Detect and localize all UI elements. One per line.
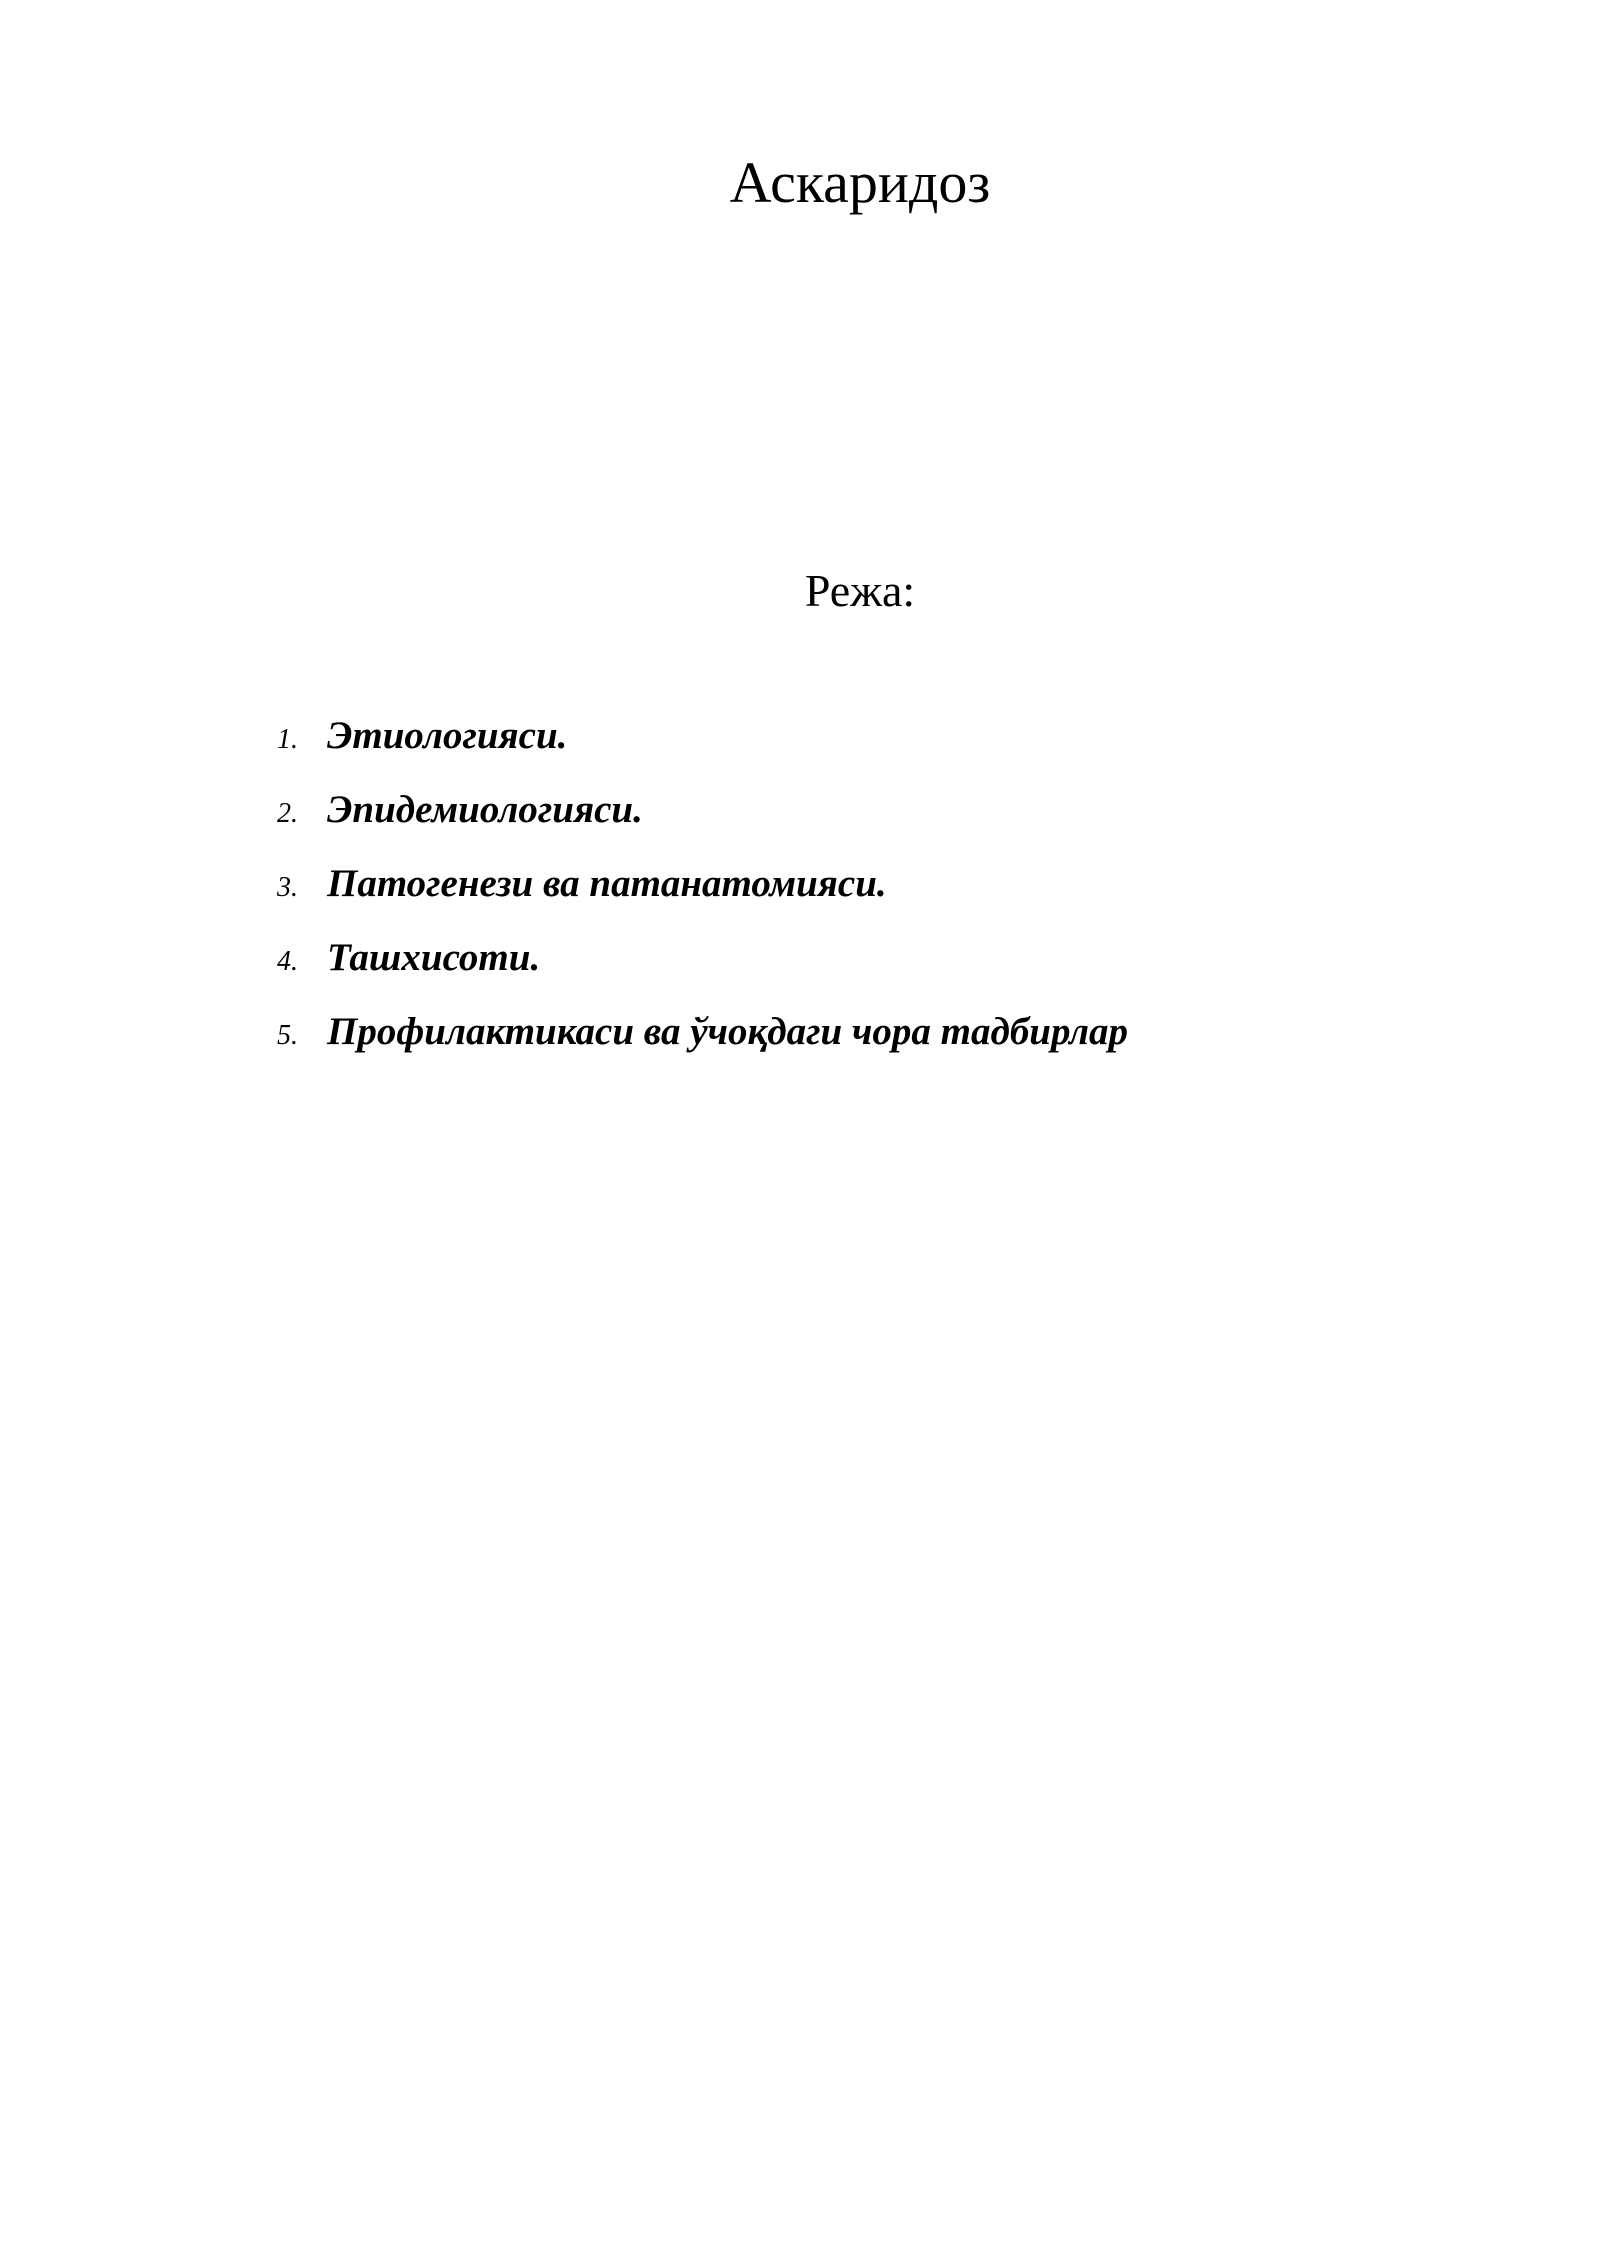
plan-item-number: 2. <box>277 798 298 829</box>
plan-heading: Режа: <box>804 565 916 616</box>
plan-list <box>277 713 1477 1083</box>
document-title: Аскаридоз <box>729 150 991 215</box>
plan-item-text: Ташхисоти. <box>327 936 541 979</box>
plan-list-item <box>277 787 1477 861</box>
plan-item-number: 1. <box>277 724 298 755</box>
plan-list-item <box>277 1009 1477 1083</box>
plan-item-number: 5. <box>277 1020 298 1051</box>
plan-item-text: Профилактикаси ва ўчоқдаги чора тадбирлар <box>327 1010 1129 1053</box>
plan-item-number: 4. <box>277 946 298 977</box>
plan-item-text: Эпидемиологияси. <box>327 788 643 831</box>
plan-list-item <box>277 861 1477 935</box>
plan-item-number: 3. <box>277 872 298 903</box>
plan-list-item <box>277 713 1477 787</box>
plan-item-text: Патогенези ва патанатомияси. <box>327 862 887 905</box>
plan-item-text: Этиологияси. <box>327 714 568 757</box>
plan-list-item <box>277 935 1477 1009</box>
